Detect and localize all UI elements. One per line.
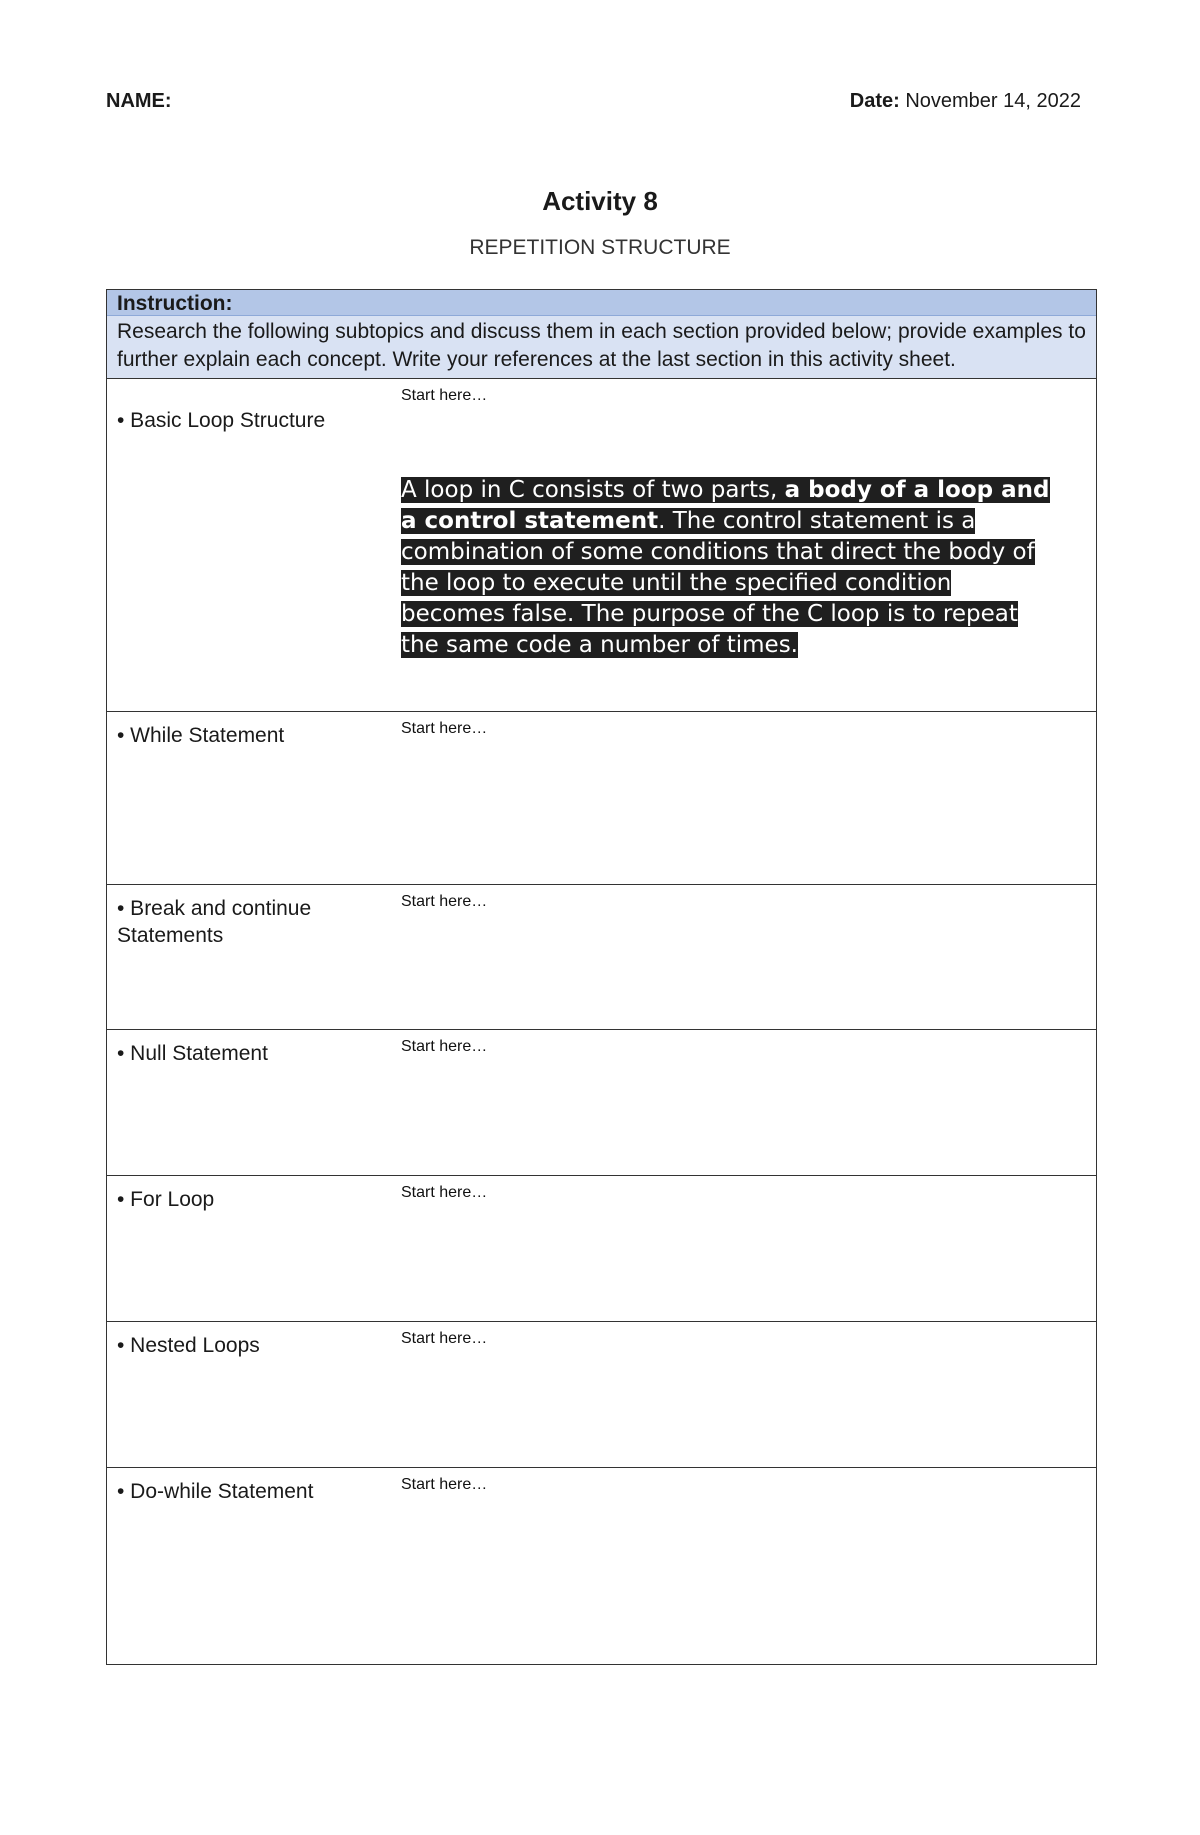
topic-label: • Do-while Statement [117,1480,314,1503]
instruction-heading: Instruction: [107,290,1096,316]
page-title: Activity 8 [542,186,658,216]
topic-label: • Nested Loops [117,1334,260,1357]
answer-part2: . The control statement is a combination of some conditions that direct the body of the loop to execute until the specified condition becomes false. The purpose of the C loop is to repeat the same code a number of times. [401,508,1035,658]
activity-table [106,289,1097,1665]
instruction-text: Research the following subtopics and discuss them in each section provided below; provide examples to further explain each concept. Write your references at the last section in this activity sheet. [107,316,1096,379]
topic-label: • Null Statement [117,1042,268,1065]
start-here-field[interactable]: Start here… [401,1038,488,1055]
topic-label: • While Statement [117,724,285,747]
start-here-field[interactable]: Start here… [401,1330,488,1347]
name-label: NAME: [106,90,172,112]
topic-label: • Break and continue Statements [117,897,312,947]
date-label: Date: [849,90,900,112]
table-row-break-continue [107,885,1096,1030]
table-row-basic-loop [107,379,1096,712]
start-here-field[interactable]: Start here… [401,1476,488,1493]
date-value: November 14, 2022 [905,90,1081,112]
date-field [850,90,1081,113]
start-here-field[interactable]: Start here… [401,720,488,737]
table-row-while [107,712,1096,885]
answer-bold: a body of a loop and a control statement [401,477,1050,534]
header-row [106,90,1081,118]
table-row-for [107,1176,1096,1322]
start-here-field[interactable]: Start here… [401,387,488,404]
answer-part1: A loop in C consists of two parts, [401,477,785,503]
topic-label: • Basic Loop Structure [117,409,326,432]
start-here-field[interactable]: Start here… [401,893,488,910]
table-row-nested [107,1322,1096,1468]
answer-text[interactable] [401,475,1061,661]
start-here-field[interactable]: Start here… [401,1184,488,1201]
table-row-do-while [107,1468,1096,1664]
topic-label: • For Loop [117,1188,215,1211]
table-row-null [107,1030,1096,1176]
page-subtitle: REPETITION STRUCTURE [469,236,731,259]
